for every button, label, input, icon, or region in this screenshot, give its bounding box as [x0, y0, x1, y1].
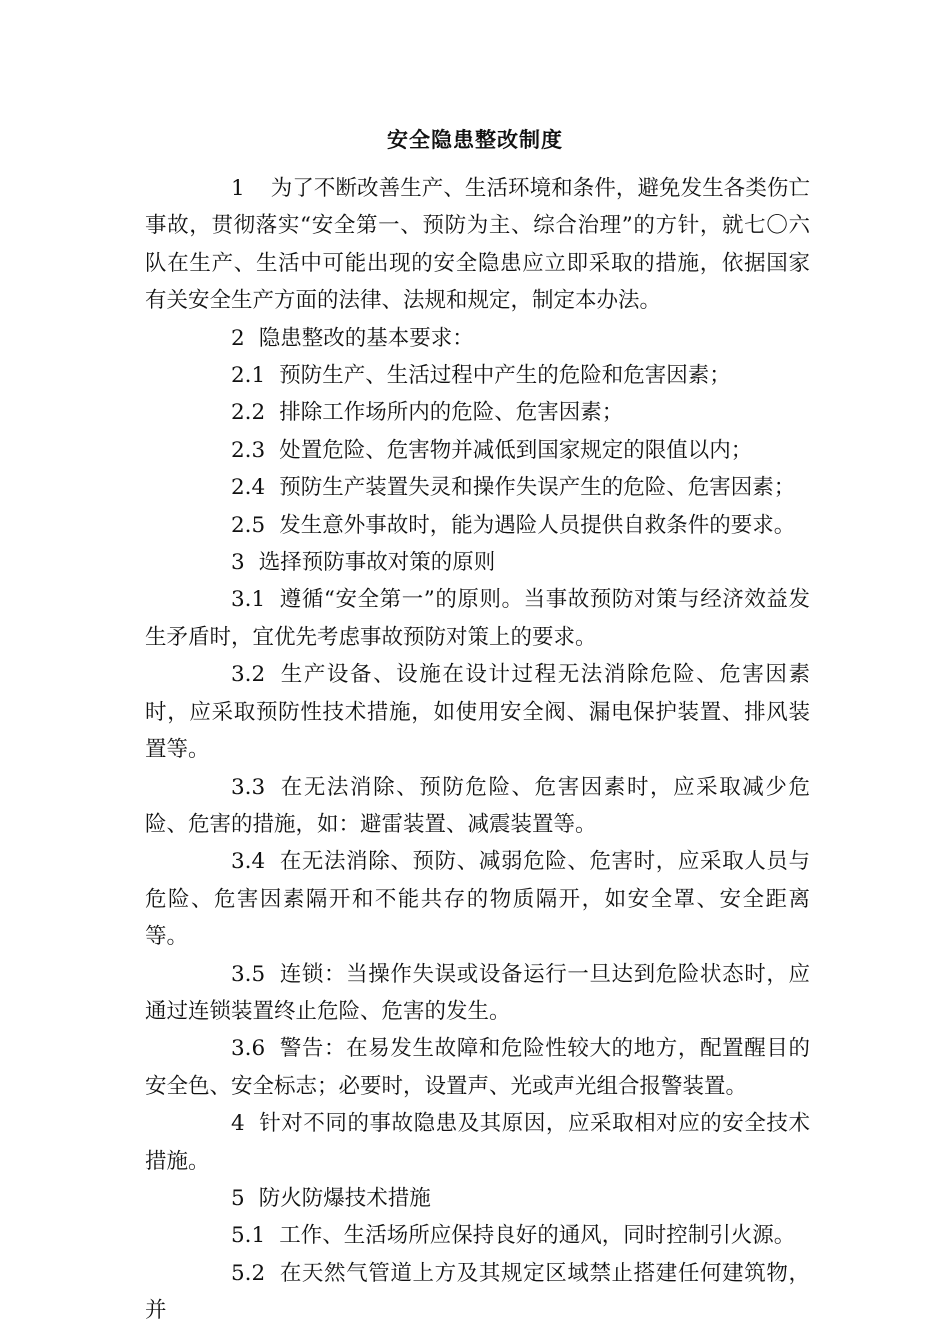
paragraph-text: 为了不断改善生产、生活环境和条件，避免发生各类伤亡事故，贯彻落实“安全第一、预防为主、综合治理”的方针，就七〇六队在生产、生活中可能出现的安全隐患应立即采取的措施，依据国家有关安全生产方面的法律、法规和规定，制定本办法。	[145, 176, 810, 314]
paragraph-text: 工作、生活场所应保持良好的通风，同时控制引火源。	[279, 1223, 796, 1249]
paragraph-text: 遵循“安全第一”的原则。当事故预防对策与经济效益发生矛盾时，宜优先考虑事故预防对策上的要求。	[145, 587, 810, 650]
paragraph-text: 在无法消除、预防危险、危害因素时，应采取减少危险、危害的措施，如：避雷装置、减震装置等。	[145, 774, 810, 837]
paragraph-text: 预防生产装置失灵和操作失误产生的危险、危害因素；	[279, 475, 796, 501]
paragraph-text: 针对不同的事故隐患及其原因，应采取相对应的安全技术措施。	[145, 1111, 810, 1174]
paragraph-4	[145, 1105, 810, 1180]
paragraph-text: 生产设备、设施在设计过程无法消除危险、危害因素时，应采取预防性技术措施，如使用安全阀、漏电保护装置、排风装置等。	[145, 662, 810, 763]
paragraph-5	[145, 1180, 810, 1217]
paragraph-3-6	[145, 1030, 810, 1105]
document-body	[145, 170, 810, 1330]
section-number: 5	[231, 1185, 245, 1211]
section-number: 5.1	[231, 1223, 266, 1249]
paragraph-text: 处置危险、危害物并减低到国家规定的限值以内；	[279, 437, 753, 463]
paragraph-text: 预防生产、生活过程中产生的危险和危害因素；	[279, 363, 731, 389]
paragraph-2-4	[145, 469, 810, 506]
paragraph-3-3	[145, 769, 810, 844]
paragraph-text: 排除工作场所内的危险、危害因素；	[279, 400, 624, 426]
section-number: 3.4	[231, 849, 266, 875]
paragraph-2-5	[145, 507, 810, 544]
section-number: 3.6	[231, 1036, 266, 1062]
paragraph-3	[145, 544, 810, 581]
section-number: 2.2	[231, 400, 266, 426]
section-number: 2	[231, 325, 245, 351]
paragraph-text: 在天然气管道上方及其规定区域禁止搭建任何建筑物，并	[145, 1260, 810, 1324]
section-number: 5.2	[231, 1260, 266, 1286]
section-number: 4	[231, 1111, 245, 1137]
paragraph-text: 防火防爆技术措施	[258, 1185, 431, 1211]
paragraph-text: 选择预防事故对策的原则	[258, 550, 496, 576]
paragraph-text: 连锁：当操作失误或设备运行一旦达到危险状态时，应通过连锁装置终止危险、危害的发生。	[145, 961, 810, 1024]
paragraph-2-2	[145, 394, 810, 431]
paragraph-text: 隐患整改的基本要求：	[258, 325, 474, 351]
paragraph-3-2	[145, 656, 810, 768]
section-number: 1	[231, 176, 245, 201]
paragraph-text: 发生意外事故时，能为遇险人员提供自救条件的要求。	[279, 512, 796, 538]
section-number: 3.5	[231, 961, 266, 987]
paragraph-3-5	[145, 956, 810, 1031]
section-number: 2.3	[231, 437, 266, 463]
paragraph-5-1	[145, 1217, 810, 1254]
section-number: 3.3	[231, 774, 266, 800]
paragraph-text: 在无法消除、预防、减弱危险、危害时，应采取人员与危险、危害因素隔开和不能共存的物质隔开，如安全罩、安全距离等。	[145, 849, 810, 950]
paragraph-3-1	[145, 581, 810, 656]
paragraph-text: 警告：在易发生故障和危险性较大的地方，配置醒目的安全色、安全标志；必要时，设置声、光或声光组合报警装置。	[145, 1036, 810, 1099]
paragraph-2-1	[145, 357, 810, 394]
section-number: 3.2	[231, 662, 266, 688]
document-title: 安全隐患整改制度	[387, 128, 563, 152]
paragraph-2-3	[145, 432, 810, 469]
section-number: 3.1	[231, 587, 266, 613]
paragraph-3-4	[145, 843, 810, 955]
paragraph-2	[145, 320, 810, 357]
section-number: 3	[231, 550, 245, 576]
section-number: 2.4	[231, 475, 266, 501]
paragraph-5-2	[145, 1255, 810, 1330]
section-number: 2.5	[231, 512, 266, 538]
section-number: 2.1	[231, 363, 266, 389]
paragraph-1	[145, 170, 810, 320]
